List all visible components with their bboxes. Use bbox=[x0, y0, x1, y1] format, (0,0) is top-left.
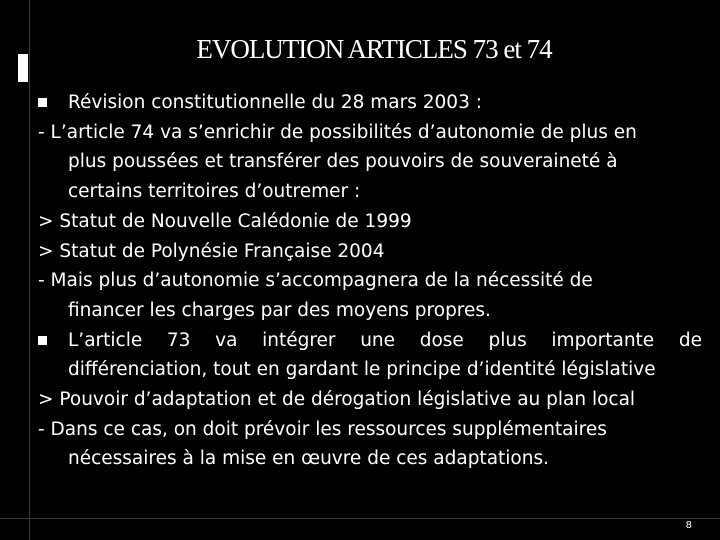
body-line bbox=[38, 355, 702, 385]
body-line-text: Révision constitutionnelle du 28 mars 2003 : bbox=[68, 92, 482, 113]
body-line-text: plus poussées et transférer des pouvoirs de souveraineté à bbox=[68, 151, 618, 173]
body-line-text: - Mais plus d’autonomie s’accompagnera de la nécessité de bbox=[38, 270, 593, 292]
body-line bbox=[38, 444, 702, 474]
square-bullet-icon bbox=[38, 98, 47, 107]
body-line-text: - L’article 74 va s’enrichir de possibilités d’autonomie de plus en bbox=[38, 121, 637, 143]
body-line-text: - Dans ce cas, on doit prévoir les ressources supplémentaires bbox=[38, 418, 607, 440]
title-accent-bar bbox=[18, 54, 28, 82]
body-line bbox=[38, 385, 702, 415]
slide-title: EVOLUTION ARTICLES 73 et 74 bbox=[196, 34, 552, 64]
body-line bbox=[38, 177, 702, 207]
body-line-text: nécessaires à la mise en œuvre de ces adaptations. bbox=[68, 448, 549, 470]
body-line bbox=[38, 88, 702, 118]
body-line-text: > Statut de Polynésie Française 2004 bbox=[38, 240, 385, 262]
body-line bbox=[38, 207, 702, 237]
body-line bbox=[38, 296, 702, 326]
body-line-text: > Pouvoir d’adaptation et de dérogation législative au plan local bbox=[38, 389, 636, 411]
body-line bbox=[38, 266, 702, 296]
body-line-text: > Statut de Nouvelle Calédonie de 1999 bbox=[38, 210, 412, 232]
slide-body bbox=[38, 88, 702, 474]
bottom-frame-line bbox=[0, 518, 720, 519]
left-frame-line bbox=[29, 0, 30, 540]
body-line-text: L’article 73 va intégrer une dose plus importante de bbox=[68, 329, 702, 351]
body-line-text: financer les charges par des moyens propres. bbox=[68, 299, 491, 321]
body-line bbox=[38, 237, 702, 267]
body-line bbox=[38, 118, 702, 148]
body-line bbox=[38, 147, 702, 177]
body-line-text: certains territoires d’outremer : bbox=[68, 181, 361, 203]
body-line bbox=[38, 415, 702, 445]
square-bullet-icon bbox=[38, 336, 47, 345]
page-number: 8 bbox=[685, 520, 692, 531]
body-line-text: différenciation, tout en gardant le principe d’identité législative bbox=[68, 359, 656, 381]
body-line bbox=[38, 326, 702, 356]
